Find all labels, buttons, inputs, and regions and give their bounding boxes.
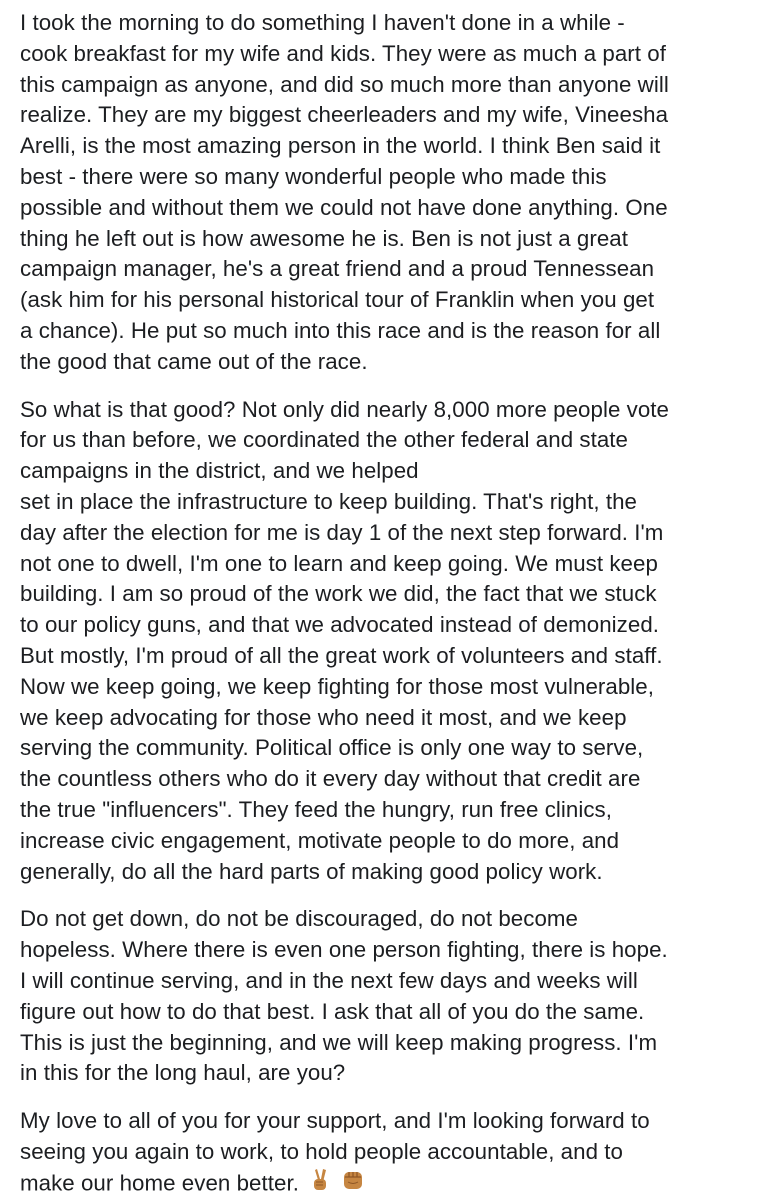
victory-hand-emoji xyxy=(309,1168,331,1200)
text-line: campaigns in the district, and we helped xyxy=(20,458,419,484)
text-line: cook breakfast for my wife and kids. They were as much a part of xyxy=(20,40,666,66)
text-line: I took the morning to do something I haven't done in a while - xyxy=(20,10,625,35)
text-line: This is just the beginning, and we will keep making progress. I'm xyxy=(20,1029,658,1055)
text-line: the true "influencers". They feed the hungry, run free clinics, xyxy=(20,796,612,822)
text-line: generally, do all the hard parts of making good policy work. xyxy=(20,858,603,884)
text-line: Arelli, is the most amazing person in the world. I think Ben said it xyxy=(20,133,661,159)
text-line: the good that came out of the race. xyxy=(20,348,368,374)
text-line: realize. They are my biggest cheerleaders and my wife, Vineesha xyxy=(20,102,669,128)
text-line: in this for the long haul, are you? xyxy=(20,1060,346,1086)
text-line: the countless others who do it every day without that credit are xyxy=(20,766,641,792)
text-line: My love to all of you for your support, and I'm looking forward to xyxy=(20,1108,650,1134)
text-line: day after the election for me is day 1 of the next step forward. I'm xyxy=(20,519,664,545)
text-line: we keep advocating for those who need it most, and we keep xyxy=(20,704,627,730)
text-line: set in place the infrastructure to keep building. That's right, the xyxy=(20,488,637,514)
text-line: thing he left out is how awesome he is. Ben is not just a great xyxy=(20,225,628,251)
text-line: increase civic engagement, motivate people to do more, and xyxy=(20,827,620,853)
text-line: campaign manager, he's a great friend and a proud Tennessean xyxy=(20,256,655,282)
text-line: make our home even better. xyxy=(20,1169,299,1195)
text-line: building. I am so proud of the work we did, the fact that we stuck xyxy=(20,581,657,607)
text-line: for us than before, we coordinated the other federal and state xyxy=(20,427,628,453)
text-line: seeing you again to work, to hold people accountable, and to xyxy=(20,1138,623,1164)
raised-fist-emoji xyxy=(341,1169,365,1200)
text-line: a chance). He put so much into this race and is the reason for all xyxy=(20,317,661,343)
text-line: I will continue serving, and in the next few days and weeks will xyxy=(20,967,638,993)
text-line: possible and without them we could not have done anything. One xyxy=(20,194,668,220)
text-line-with-emojis xyxy=(20,1168,752,1200)
text-line: to our policy guns, and that we advocated instead of demonized. xyxy=(20,612,660,638)
text-line: (ask him for his personal historical tour of Franklin when you get xyxy=(20,287,655,313)
text-line: not one to dwell, I'm one to learn and keep going. We must keep xyxy=(20,550,658,576)
text-line: best - there were so many wonderful people who made this xyxy=(20,163,607,189)
post-paragraph-3 xyxy=(20,904,752,1089)
text-line: this campaign as anyone, and did so much more than anyone will xyxy=(20,71,669,97)
text-line: figure out how to do that best. I ask that all of you do the same. xyxy=(20,998,645,1024)
text-line: Now we keep going, we keep fighting for those most vulnerable, xyxy=(20,673,654,699)
text-line: But mostly, I'm proud of all the great work of volunteers and staff. xyxy=(20,642,663,668)
text-line: Do not get down, do not be discouraged, do not become xyxy=(20,906,578,932)
text-line: hopeless. Where there is even one person fighting, there is hope. xyxy=(20,937,668,963)
text-line: So what is that good? Not only did nearly 8,000 more people vote xyxy=(20,396,669,422)
post-paragraph-1 xyxy=(20,8,752,378)
text-line: serving the community. Political office is only one way to serve, xyxy=(20,735,644,761)
post-paragraph-2 xyxy=(20,395,752,888)
post-paragraph-4 xyxy=(20,1106,752,1200)
